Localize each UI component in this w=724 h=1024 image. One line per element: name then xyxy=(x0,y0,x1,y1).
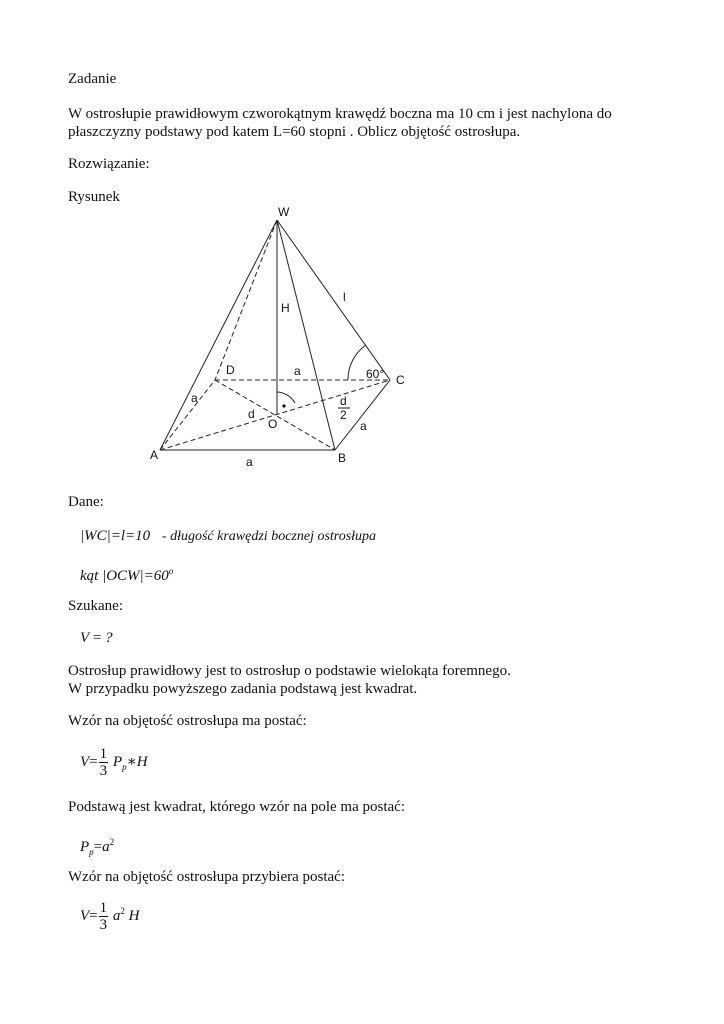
given-1 xyxy=(80,527,376,546)
final-H: H xyxy=(128,907,140,924)
final-fraction xyxy=(99,900,109,933)
label-a-left: a xyxy=(191,391,198,405)
label-W: W xyxy=(278,205,290,219)
final-den: 3 xyxy=(99,917,108,933)
base-heading: Podstawą jest kwadrat, którego wzór na pole ma postać: xyxy=(68,799,405,815)
label-angle: 60° xyxy=(366,367,385,381)
final-formula xyxy=(80,900,139,933)
problem-line-1: W ostrosłupie prawidłowym czworokątnym krawędź boczna ma 10 cm i jest nachylona do xyxy=(68,106,612,122)
vol-lhs: V xyxy=(80,753,90,770)
sought-heading: Szukane: xyxy=(68,598,123,614)
label-a-right: a xyxy=(360,419,367,433)
given-heading: Dane: xyxy=(68,494,104,510)
given-1-desc: - długość krawędzi bocznej ostrosłupa xyxy=(161,529,377,544)
edge-WA xyxy=(160,220,277,450)
final-lhs: V xyxy=(80,907,90,924)
label-A: A xyxy=(150,448,159,462)
para-1-line-1: Ostrosłup prawidłowy jest to ostrosłup o podstawie wielokąta foremnego. xyxy=(68,663,511,679)
vol-fraction xyxy=(99,746,109,779)
label-C: C xyxy=(396,373,405,387)
vol-num: 1 xyxy=(99,746,108,762)
given-2 xyxy=(80,562,173,586)
sought-rhs: ? xyxy=(105,630,113,646)
vol-H: H xyxy=(136,753,148,770)
problem-line-2: płaszczyzny podstawy pod katem L=60 stopni . Oblicz objętość ostrosłupa. xyxy=(68,124,521,140)
edge-WC xyxy=(277,220,390,380)
label-a-top: a xyxy=(294,364,301,378)
pyramid-diagram xyxy=(0,0,724,480)
label-a-bottom: a xyxy=(246,455,253,469)
angle-arc xyxy=(348,345,366,380)
volume-heading: Wzór na objętość ostrosłupa ma postać: xyxy=(68,713,307,729)
label-H: H xyxy=(281,301,290,315)
label-l: l xyxy=(343,290,346,304)
label-half-diag-num: d xyxy=(340,394,347,408)
label-d: d xyxy=(248,407,255,421)
final-sup: 2 xyxy=(120,905,125,916)
sought-eq: = xyxy=(92,630,102,646)
base-a: a xyxy=(102,839,110,855)
edge-WB xyxy=(277,220,335,450)
given-2-prefix: kąt xyxy=(80,568,99,584)
base-sup: 2 xyxy=(109,837,115,847)
vol-sub: p xyxy=(122,761,127,772)
doc-title: Zadanie xyxy=(68,71,117,87)
vol-P: P xyxy=(112,753,123,770)
label-half-diag-den: 2 xyxy=(340,408,347,422)
vol-den: 3 xyxy=(99,763,108,779)
sought-formula xyxy=(80,629,113,648)
final-heading: Wzór na objętość ostrosłupa przybiera postać: xyxy=(68,869,345,885)
given-2-sup: o xyxy=(168,566,174,576)
final-num: 1 xyxy=(99,900,108,916)
para-1-line-2: W przypadku powyższego zadania podstawą jest kwadrat. xyxy=(68,681,418,697)
right-angle-dot xyxy=(282,404,285,407)
vol-mul: ∗ xyxy=(126,753,137,770)
sought-lhs: V xyxy=(80,630,90,646)
base-eq: = xyxy=(93,839,103,855)
edge-AD xyxy=(160,380,215,450)
volume-formula xyxy=(80,746,148,779)
right-angle-arc xyxy=(277,392,295,403)
edge-WD xyxy=(215,220,277,380)
label-D: D xyxy=(226,363,235,377)
vol-eq: = xyxy=(89,753,98,770)
given-1-formula: |WC|=l=10 xyxy=(80,528,151,544)
label-O: O xyxy=(268,417,278,431)
label-B: B xyxy=(338,451,347,465)
base-P: P xyxy=(80,839,90,855)
final-eq: = xyxy=(89,907,98,924)
given-2-formula: |OCW|=60 xyxy=(102,568,169,584)
base-sub: p xyxy=(89,847,94,857)
drawing-heading: Rysunek xyxy=(68,189,120,205)
solution-heading: Rozwiązanie: xyxy=(68,156,150,172)
final-a: a xyxy=(112,907,121,924)
base-formula xyxy=(80,833,114,862)
